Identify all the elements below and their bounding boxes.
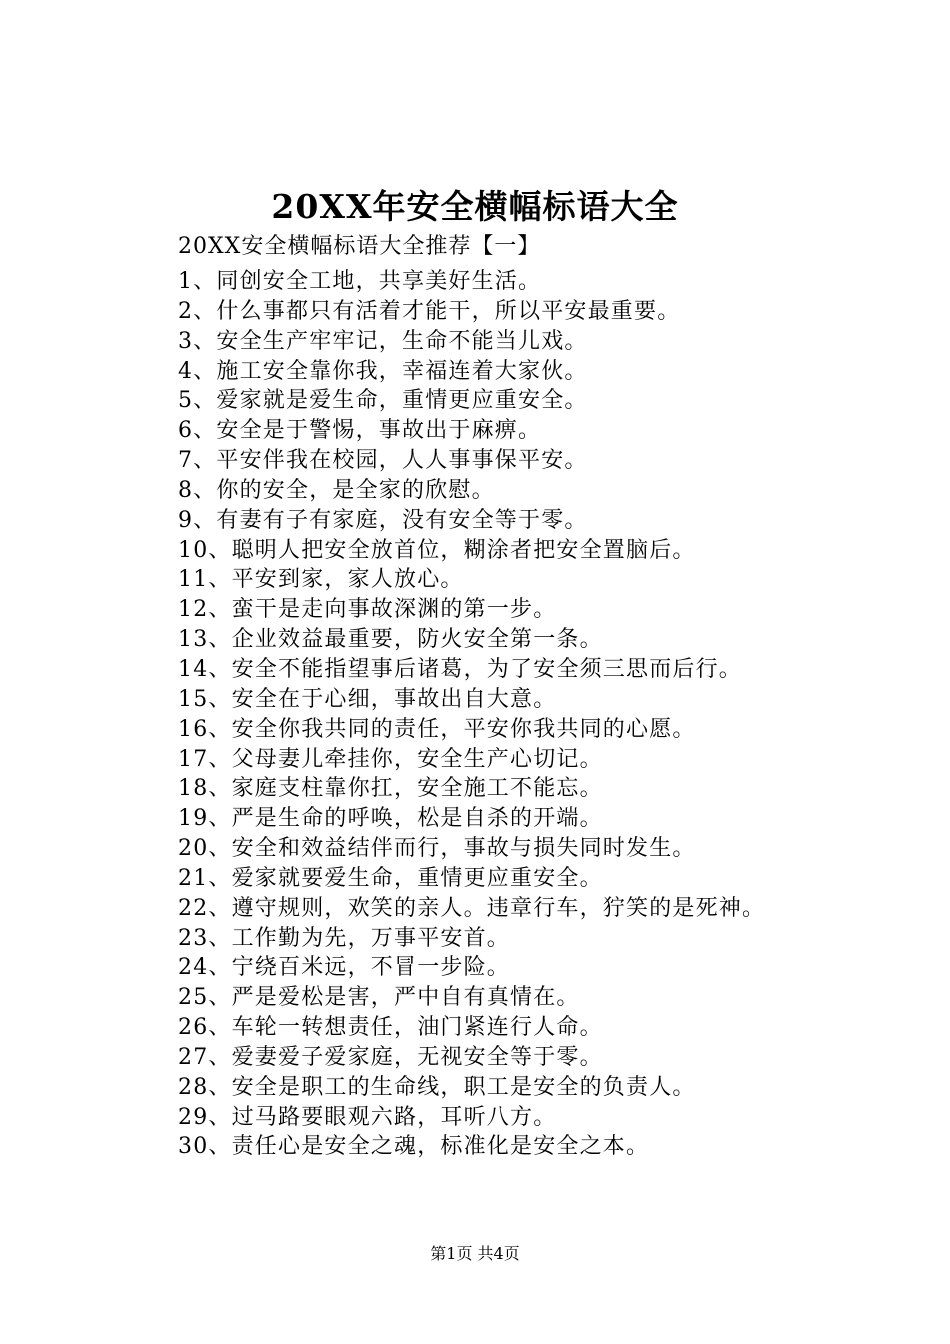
slogan-item-10: 10、聪明人把安全放首位，糊涂者把安全置脑后。: [178, 537, 696, 563]
slogan-item-19: 19、严是生命的呼唤，松是自杀的开端。: [178, 806, 603, 832]
slogan-item-16: 16、安全你我共同的责任，平安你我共同的心愿。: [178, 716, 696, 742]
slogan-item-26: 26、车轮一转想责任，油门紧连行人命。: [178, 1015, 603, 1041]
slogan-item-11: 11、平安到家，家人放心。: [178, 567, 464, 593]
page-footer: 第1页 共4页: [430, 1244, 520, 1263]
slogan-item-18: 18、家庭支柱靠你扛，安全施工不能忘。: [178, 776, 603, 802]
slogan-item-5: 5、爱家就是爱生命，重情更应重安全。: [178, 388, 588, 414]
slogan-item-7: 7、平安伴我在校园，人人事事保平安。: [178, 448, 588, 474]
slogan-item-30: 30、责任心是安全之魂，标准化是安全之本。: [178, 1134, 650, 1160]
slogan-item-14: 14、安全不能指望事后诸葛，为了安全须三思而后行。: [178, 656, 742, 682]
slogan-item-22: 22、遵守规则，欢笑的亲人。违章行车，狞笑的是死神。: [178, 895, 766, 921]
slogan-item-12: 12、蛮干是走向事故深渊的第一步。: [178, 597, 557, 623]
slogan-item-6: 6、安全是于警惕，事故出于麻痹。: [178, 418, 542, 444]
slogan-item-2: 2、什么事都只有活着才能干，所以平安最重要。: [178, 298, 681, 324]
slogan-item-15: 15、安全在于心细，事故出自大意。: [178, 686, 557, 712]
slogan-item-29: 29、过马路要眼观六路，耳听八方。: [178, 1104, 557, 1130]
section-subtitle: 20XX安全横幅标语大全推荐【一】: [178, 234, 541, 259]
document-title: 20XX年安全横幅标语大全: [271, 187, 679, 226]
slogan-item-23: 23、工作勤为先，万事平安首。: [178, 925, 510, 951]
slogan-item-20: 20、安全和效益结伴而行，事故与损失同时发生。: [178, 836, 696, 862]
slogan-item-13: 13、企业效益最重要，防火安全第一条。: [178, 627, 603, 653]
slogan-item-1: 1、同创安全工地，共享美好生活。: [178, 269, 542, 294]
slogan-item-8: 8、你的安全，是全家的欣慰。: [178, 477, 495, 503]
slogan-item-17: 17、父母妻儿牵挂你，安全生产心切记。: [178, 746, 603, 772]
slogan-list: [178, 267, 765, 1162]
slogan-item-25: 25、严是爱松是害，严中自有真情在。: [178, 985, 580, 1011]
slogan-item-3: 3、安全生产牢牢记，生命不能当儿戏。: [178, 328, 588, 354]
slogan-item-24: 24、宁绕百米远，不冒一步险。: [178, 955, 510, 981]
slogan-item-21: 21、爱家就要爱生命，重情更应重安全。: [178, 865, 603, 891]
slogan-item-4: 4、施工安全靠你我，幸福连着大家伙。: [178, 358, 588, 384]
slogan-item-9: 9、有妻有子有家庭，没有安全等于零。: [178, 507, 588, 533]
slogan-item-27: 27、爱妻爱子爱家庭，无视安全等于零。: [178, 1044, 603, 1070]
slogan-item-28: 28、安全是职工的生命线，职工是安全的负责人。: [178, 1074, 696, 1100]
